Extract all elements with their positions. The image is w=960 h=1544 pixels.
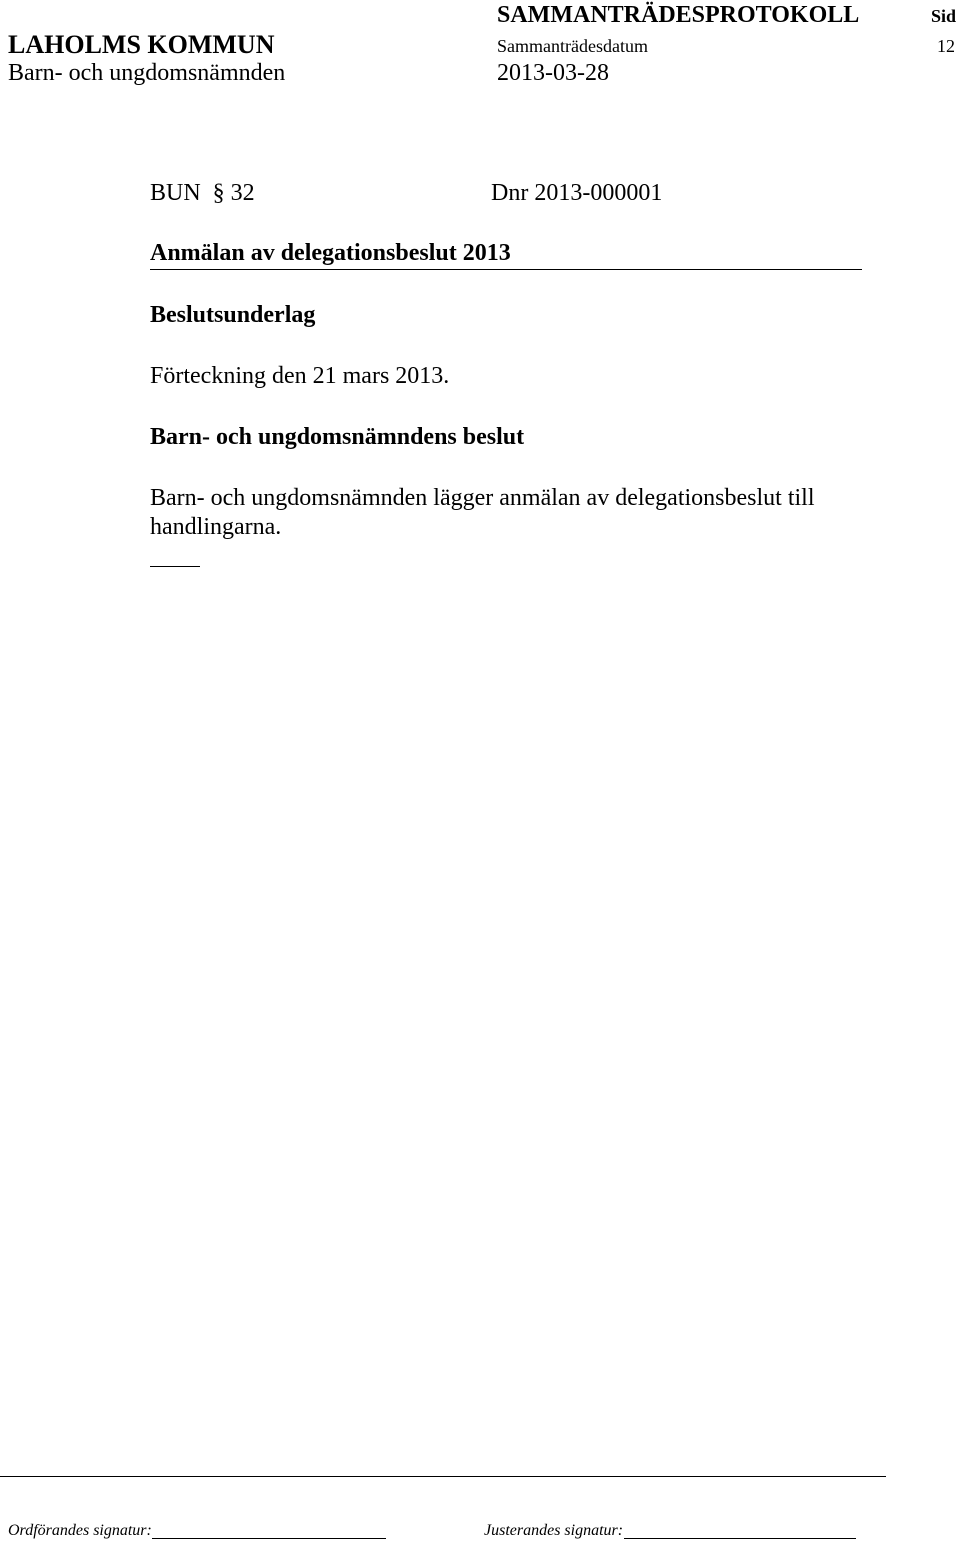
adjuster-signature-line [624, 1538, 856, 1539]
adjuster-signature-label: Justerandes signatur: [484, 1522, 624, 1539]
organization-name: LAHOLMS KOMMUN [8, 30, 275, 59]
diary-number: Dnr 2013-000001 [491, 180, 663, 206]
section-sign: § [212, 180, 225, 206]
committee-name: Barn- och ungdomsnämnden [8, 60, 286, 86]
footer-divider [0, 1476, 886, 1477]
decision-heading: Barn- och ungdomsnämndens beslut [150, 424, 525, 450]
reference-code: BUN [150, 180, 201, 206]
case-reference [150, 180, 255, 207]
chair-signature-line [152, 1538, 386, 1539]
basis-text: Förteckning den 21 mars 2013. [150, 363, 450, 389]
chair-signature-label: Ordförandes signatur: [8, 1522, 152, 1539]
end-divider [150, 566, 200, 567]
meeting-date: 2013-03-28 [497, 60, 609, 86]
page-number: 12 [937, 36, 955, 56]
basis-heading: Beslutsunderlag [150, 302, 316, 328]
meeting-date-label: Sammanträdesdatum [497, 36, 648, 56]
page-label: Sid [931, 6, 957, 26]
section-number: 32 [230, 180, 255, 206]
title-underline [150, 269, 862, 270]
case-title: Anmälan av delegationsbeslut 2013 [150, 240, 511, 266]
decision-text: Barn- och ungdomsnämnden lägger anmälan av delegationsbeslut till handlingarna. [150, 485, 815, 540]
document-type-title: SAMMANTRÄDESPROTOKOLL [497, 2, 860, 28]
